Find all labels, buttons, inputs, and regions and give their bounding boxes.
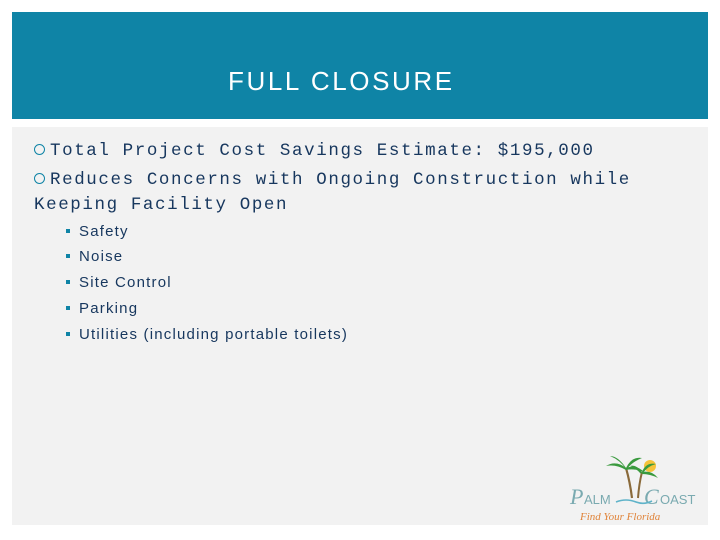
- palm-trunk-icon: [638, 472, 642, 498]
- sub-bullet-text: Noise: [79, 248, 124, 265]
- square-bullet-icon: [66, 229, 70, 233]
- square-bullet-icon: [66, 254, 70, 258]
- ring-bullet-icon: [34, 144, 45, 155]
- sub-bullet-text: Site Control: [79, 274, 172, 291]
- logo-text-alm: ALM: [584, 492, 611, 507]
- sub-bullet-site-control: [66, 274, 172, 291]
- square-bullet-icon: [66, 280, 70, 284]
- square-bullet-icon: [66, 306, 70, 310]
- sub-bullet-text: Parking: [79, 300, 139, 317]
- title-bar: [12, 12, 708, 119]
- bullet-text: Total Project Cost Savings Estimate: $195,000: [50, 141, 595, 161]
- logo-text-p: P: [570, 484, 584, 509]
- sub-bullet-noise: [66, 248, 123, 265]
- bullet-text: Reduces Concerns with Ongoing Construction while Keeping Facility Open: [34, 170, 631, 215]
- ring-bullet-icon: [34, 173, 45, 184]
- sub-bullet-safety: [66, 223, 129, 240]
- sub-bullet-utilities: [66, 326, 348, 343]
- sub-bullet-text: Safety: [79, 223, 129, 240]
- square-bullet-icon: [66, 332, 70, 336]
- palm-coast-logo: [566, 452, 706, 526]
- bullet-reduces-concerns: [34, 168, 684, 218]
- sub-bullet-text: Utilities (including portable toilets): [79, 326, 349, 343]
- logo-text-c: C: [644, 484, 659, 509]
- sub-bullet-parking: [66, 300, 138, 317]
- logo-text-oast: OAST: [660, 492, 696, 507]
- slide-title: FULL CLOSURE: [228, 66, 455, 96]
- bullet-cost-savings: [34, 139, 595, 164]
- palm-trunk-icon: [626, 468, 632, 498]
- logo-tagline: Find Your Florida: [580, 511, 661, 523]
